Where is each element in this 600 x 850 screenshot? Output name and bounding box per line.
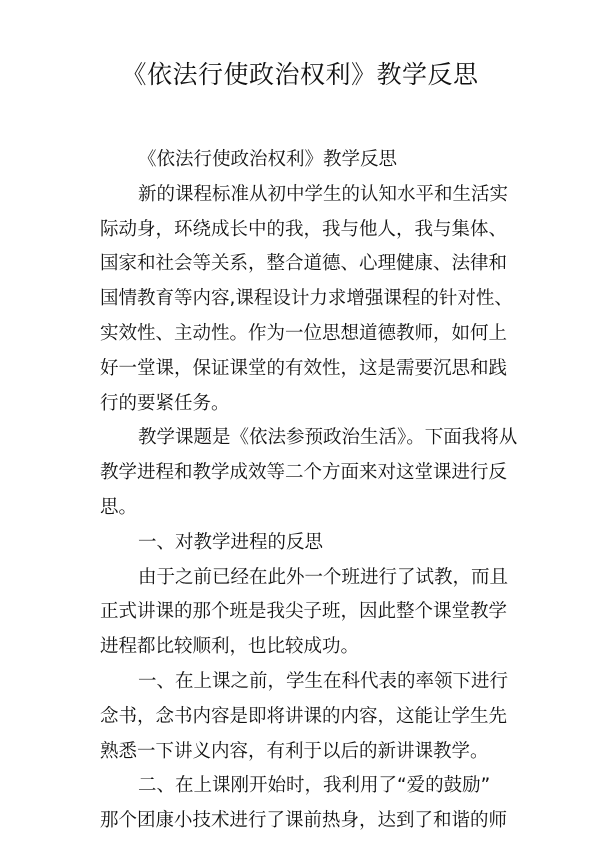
body-line: 教学课题是《依法参预政治生活》。下面我将从 [138,427,518,449]
body-line: 国情教育等内容,课程设计力求增强课程的针对性、 [100,288,513,310]
body-line: 一、在上课之前，学生在科代表的率领下进行 [138,670,509,692]
body-line: 进程都比较顺利，也比较成功。 [100,636,360,658]
body-line: 二、在上课刚开始时，我利用了“爱的鼓励” [138,775,491,797]
body-line: 实效性、主动性。作为一位思想道德教师，如何上 [100,322,508,344]
body-line: 熟悉一下讲义内容，有利于以后的新讲课教学。 [100,740,489,762]
body-line: 行的要紧任务。 [100,392,230,414]
body-line: 念书，念书内容是即将讲课的内容，这能让学生先 [100,705,508,727]
section-heading: 一、对教学进程的反思 [138,531,324,553]
body-line: 由于之前已经在此外一个班进行了试教，而且 [138,566,509,588]
document-title: 《依法行使政治权利》教学反思 [121,60,479,89]
body-line: 教学进程和教学成效等二个方面来对这堂课进行反 [100,462,508,484]
body-line: 那个团康小技术进行了课前热身，达到了和谐的师 [100,810,508,832]
body-line: 正式讲课的那个班是我尖子班，因此整个课堂教学 [100,601,508,623]
body-line: 新的课程标准从初中学生的认知水平和生活实 [138,183,509,205]
body-line: 国家和社会等关系，整合道德、心理健康、法律和 [100,253,508,275]
body-line: 《依法行使政治权利》教学反思 [138,149,398,170]
document-body [100,143,518,839]
body-line: 好一堂课，保证课堂的有效性，这是需要沉思和践 [100,357,508,379]
body-line: 际动身，环绕成长中的我，我与他人，我与集体、 [100,218,508,240]
body-line: 思。 [100,496,138,518]
